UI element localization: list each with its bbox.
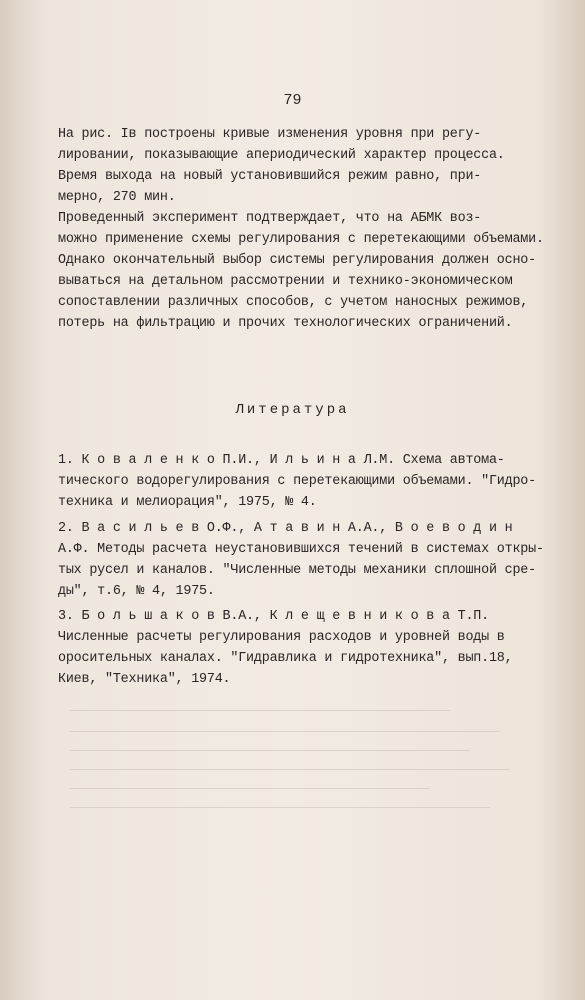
reference-item: 1. К о в а л е н к о П.И., И л ь и н а Л.М. Схема автома- тического водорегулирования с перетекающими объемами. "Гидро- техника и мелиорация", 1975, № 4. <box>58 453 536 510</box>
reference-item: 2. В а с и л ь е в О.Ф., А т а в и н А.А., В о е в о д и н А.Ф. Методы расчета неустановившихся течений в системах откры- тых русел и каналов. "Численные методы механики сплошной сре- ды", т.6, № 4, 1975. <box>58 521 544 599</box>
paragraph-figure-description: На рис. Iв построены кривые изменения уровня при регу- лировании, показывающие апериодический характер процесса. <box>58 127 505 163</box>
page-number: 79 <box>283 92 302 109</box>
reference-item: 3. Б о л ь ш а к о в В.А., К л е щ е в н и к о в а Т.П. Численные расчеты регулирования расходов и уровней воды в оросительных каналах. "Гидравлика и гидротехника", вып.18, Киев, "Техника", 1974. <box>58 609 513 687</box>
bleed-through-text <box>70 700 540 826</box>
paragraph-transition-time: Время выхода на новый установившийся режим равно, при- мерно, 270 мин. <box>58 169 482 205</box>
literature-heading: Литература <box>235 402 350 418</box>
paragraph-conclusion: Проведенный эксперимент подтверждает, что на АБМК воз- можно применение схемы регулирования с перетекающими объемами. Однако окончательный выбор системы регулирования должен осно- вываться на детальном рассмотрении и технико-экономическом сопоставлении различных способов, с учетом наносных режимов, потерь на фильтрацию и прочих технологических ограничений. <box>58 211 544 331</box>
